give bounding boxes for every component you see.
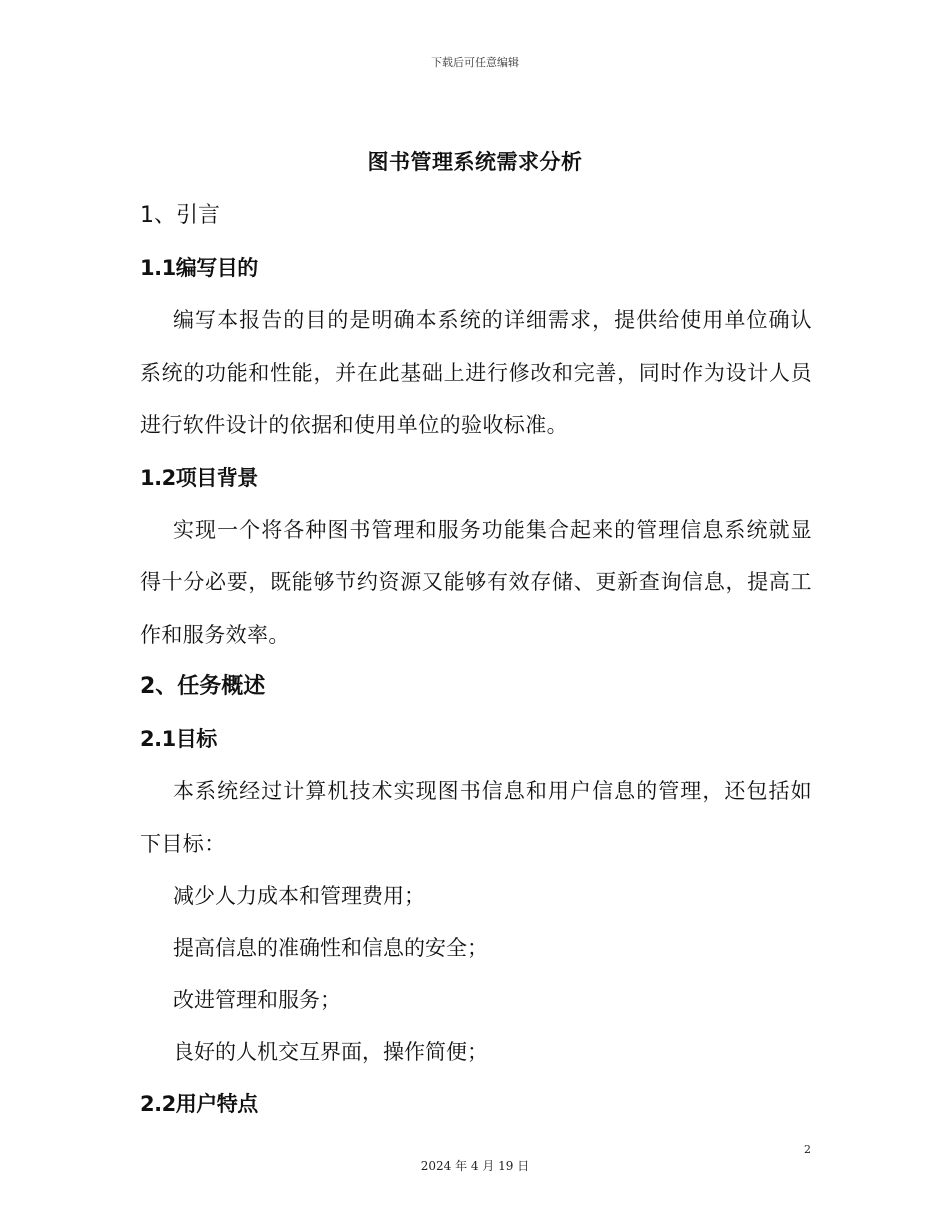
section-2-1-paragraph: 本系统经过计算机技术实现图书信息和用户信息的管理，还包括如下目标： xyxy=(140,779,812,856)
goal-item: 改进管理和服务； xyxy=(173,988,341,1012)
document-title: 图书管理系统需求分析 xyxy=(367,150,583,174)
section-2-2-heading: 2.2用户特点 xyxy=(140,1092,258,1116)
section-1-1-heading: 1.1编写目的 xyxy=(140,256,258,280)
section-2-heading: 2、任务概述 xyxy=(140,674,266,699)
goal-item: 提高信息的准确性和信息的安全； xyxy=(173,936,488,960)
goal-item: 良好的人机交互界面，操作简便； xyxy=(173,1040,488,1064)
header-note: 下载后可任意编辑 xyxy=(431,56,519,69)
document-body xyxy=(140,190,812,1130)
section-1-1-paragraph: 编写本报告的目的是明确本系统的详细需求，提供给使用单位确认系统的功能和性能，并在此基础上进行修改和完善，同时作为设计人员进行软件设计的依据和使用单位的验收标准。 xyxy=(140,308,812,437)
section-1-2-paragraph: 实现一个将各种图书管理和服务功能集合起来的管理信息系统就显得十分必要，既能够节约资源又能够有效存储、更新查询信息，提高工作和服务效率。 xyxy=(140,517,812,647)
section-2-1-heading: 2.1目标 xyxy=(140,727,217,751)
footer-date: 2024 年 4 月 19 日 xyxy=(420,1159,530,1173)
goal-item: 减少人力成本和管理费用； xyxy=(173,884,425,908)
page-number: 2 xyxy=(804,1143,811,1156)
section-1-heading: 1、引言 xyxy=(140,203,220,228)
section-1-2-heading: 1.2项目背景 xyxy=(140,465,258,490)
